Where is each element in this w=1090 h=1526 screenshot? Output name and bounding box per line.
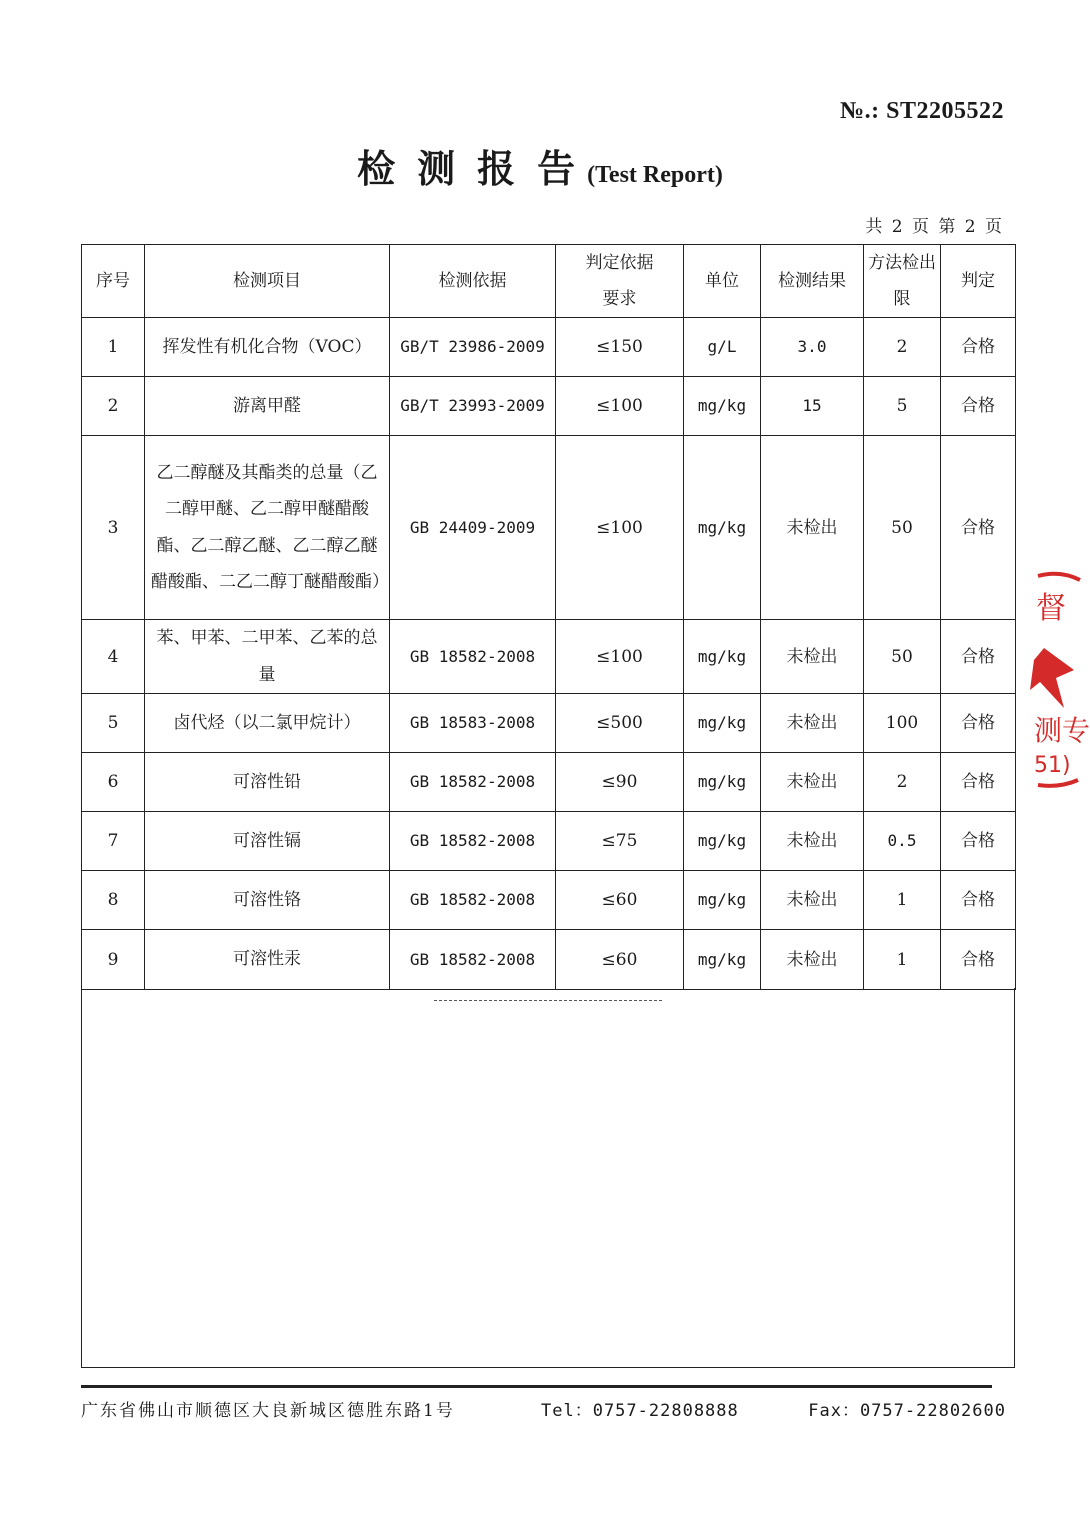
cell-limit: 100	[864, 694, 941, 753]
table-row	[82, 871, 1016, 930]
cell-result: 3.0	[761, 318, 864, 377]
cell-result: 15	[761, 377, 864, 436]
cell-verdict: 合格	[941, 318, 1016, 377]
red-seal-stamp-fragment	[1030, 560, 1090, 800]
cell-item: 可溶性铬	[145, 871, 390, 930]
column-header: 方法检出限	[864, 245, 941, 318]
cell-item: 可溶性铅	[145, 753, 390, 812]
table-row	[82, 812, 1016, 871]
cell-item: 可溶性汞	[145, 930, 390, 990]
cell-item: 挥发性有机化合物（VOC）	[145, 318, 390, 377]
cell-no: 3	[82, 436, 145, 620]
cell-limit: 2	[864, 753, 941, 812]
blank-area	[81, 988, 1015, 1368]
cell-no: 1	[82, 318, 145, 377]
table-row	[82, 620, 1016, 694]
cell-requirement: ≤90	[556, 753, 684, 812]
column-header: 判定依据要求	[556, 245, 684, 318]
cell-standard: GB 18583-2008	[390, 694, 556, 753]
cell-no: 2	[82, 377, 145, 436]
cell-requirement: ≤150	[556, 318, 684, 377]
cell-no: 4	[82, 620, 145, 694]
cell-requirement: ≤60	[556, 871, 684, 930]
cell-no: 9	[82, 930, 145, 990]
test-results-table	[81, 244, 1016, 990]
cell-standard: GB/T 23986-2009	[390, 318, 556, 377]
cell-unit: mg/kg	[684, 436, 761, 620]
cell-no: 5	[82, 694, 145, 753]
seal-chars-2: 测专	[1034, 714, 1090, 747]
cell-unit: mg/kg	[684, 871, 761, 930]
cell-unit: mg/kg	[684, 812, 761, 871]
cell-unit: mg/kg	[684, 930, 761, 990]
table-row	[82, 377, 1016, 436]
cell-result: 未检出	[761, 812, 864, 871]
cell-no: 7	[82, 812, 145, 871]
cell-standard: GB 18582-2008	[390, 812, 556, 871]
table-row	[82, 694, 1016, 753]
report-title	[0, 138, 1080, 193]
cell-item: 可溶性镉	[145, 812, 390, 871]
cell-unit: mg/kg	[684, 377, 761, 436]
footer-fax: Fax：0757-22802600	[808, 1401, 1006, 1421]
cell-requirement: ≤500	[556, 694, 684, 753]
cell-result: 未检出	[761, 871, 864, 930]
seal-chars-3: 51)	[1034, 753, 1071, 778]
cell-verdict: 合格	[941, 694, 1016, 753]
cell-limit: 0.5	[864, 812, 941, 871]
cell-unit: g/L	[684, 318, 761, 377]
table-row	[82, 436, 1016, 620]
cell-unit: mg/kg	[684, 753, 761, 812]
report-number: №.: ST2205522	[840, 98, 1004, 124]
cell-unit: mg/kg	[684, 620, 761, 694]
cell-verdict: 合格	[941, 871, 1016, 930]
column-header: 单位	[684, 245, 761, 318]
cell-standard: GB 18582-2008	[390, 620, 556, 694]
cell-no: 6	[82, 753, 145, 812]
cell-verdict: 合格	[941, 436, 1016, 620]
cell-limit: 50	[864, 620, 941, 694]
report-title-cn: 检测报告	[357, 147, 598, 191]
seal-char-1: 督	[1036, 591, 1066, 626]
footer-rule	[81, 1385, 992, 1388]
cell-item: 苯、甲苯、二甲苯、乙苯的总量	[145, 620, 390, 694]
cell-item: 游离甲醛	[145, 377, 390, 436]
column-header: 序号	[82, 245, 145, 318]
cell-standard: GB 18582-2008	[390, 753, 556, 812]
cell-verdict: 合格	[941, 812, 1016, 871]
cell-result: 未检出	[761, 620, 864, 694]
cell-result: 未检出	[761, 694, 864, 753]
cell-standard: GB 24409-2009	[390, 436, 556, 620]
table-row	[82, 318, 1016, 377]
cell-requirement: ≤100	[556, 377, 684, 436]
cell-limit: 1	[864, 930, 941, 990]
report-title-en: (Test Report)	[587, 162, 723, 188]
table-row	[82, 930, 1016, 990]
table-row	[82, 753, 1016, 812]
cell-verdict: 合格	[941, 930, 1016, 990]
cell-result: 未检出	[761, 753, 864, 812]
cell-no: 8	[82, 871, 145, 930]
cell-standard: GB 18582-2008	[390, 871, 556, 930]
cell-requirement: ≤100	[556, 620, 684, 694]
cell-item: 卤代烃（以二氯甲烷计）	[145, 694, 390, 753]
cell-verdict: 合格	[941, 753, 1016, 812]
seal-star-icon	[1030, 648, 1074, 708]
cell-verdict: 合格	[941, 377, 1016, 436]
cell-verdict: 合格	[941, 620, 1016, 694]
column-header: 检测结果	[761, 245, 864, 318]
cell-unit: mg/kg	[684, 694, 761, 753]
cell-limit: 2	[864, 318, 941, 377]
cell-limit: 50	[864, 436, 941, 620]
cell-item: 乙二醇醚及其酯类的总量（乙二醇甲醚、乙二醇甲醚醋酸酯、乙二醇乙醚、乙二醇乙醚醋酸酯、二乙二醇丁醚醋酸酯）	[145, 436, 390, 620]
cell-standard: GB 18582-2008	[390, 930, 556, 990]
end-of-table-dashes	[434, 1000, 662, 1001]
cell-requirement: ≤100	[556, 436, 684, 620]
column-header: 检测项目	[145, 245, 390, 318]
column-header: 判定	[941, 245, 1016, 318]
page-counter: 共 2 页 第 2 页	[865, 217, 1004, 237]
cell-result: 未检出	[761, 930, 864, 990]
cell-requirement: ≤75	[556, 812, 684, 871]
cell-standard: GB/T 23993-2009	[390, 377, 556, 436]
column-header: 检测依据	[390, 245, 556, 318]
cell-requirement: ≤60	[556, 930, 684, 990]
footer-tel: Tel：0757-22808888	[541, 1401, 739, 1421]
cell-limit: 1	[864, 871, 941, 930]
cell-result: 未检出	[761, 436, 864, 620]
table-header-row	[82, 245, 1016, 318]
footer-address: 广东省佛山市顺德区大良新城区德胜东路1号	[81, 1401, 455, 1421]
cell-limit: 5	[864, 377, 941, 436]
